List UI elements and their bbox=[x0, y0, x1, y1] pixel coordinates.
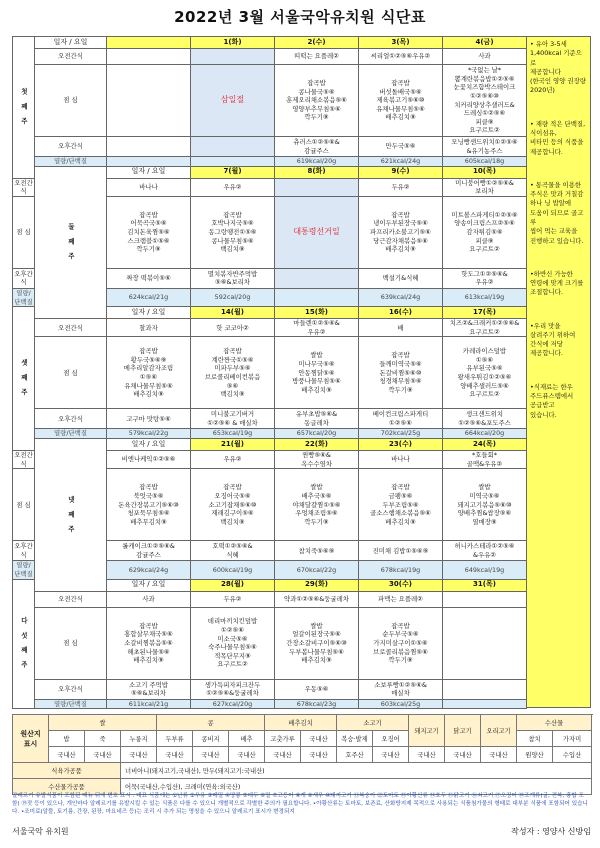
menu-row-kcal bbox=[13, 157, 527, 167]
origin-group-rice: 쌀 bbox=[49, 715, 157, 731]
origin-item: 죽 bbox=[85, 731, 121, 747]
menu-cell-kcal: 613kcal/19g bbox=[443, 288, 527, 306]
page-title: 2022년 3월 서울국악유치원 식단표 bbox=[174, 8, 426, 26]
menu-cell-afternoon: 소보루빵①②⑤⑥& 매실차 bbox=[359, 679, 443, 699]
menu-cell-afternoon: 모닝빵샌드위치①②⑤⑥ &유기농주스 bbox=[443, 137, 527, 157]
row-label-lunch: 점 심 bbox=[13, 196, 35, 268]
origin-group-bean: 콩 bbox=[157, 715, 265, 731]
menu-cell-kcal: 611kcal/21g bbox=[107, 699, 191, 709]
menu-cell-lunch bbox=[275, 196, 359, 268]
menu-row-morning bbox=[13, 319, 527, 337]
menu-cell-afternoon: 츄러스①②⑤⑥& 감귤주스 bbox=[275, 137, 359, 157]
menu-cell-morning: 두유② bbox=[359, 178, 443, 196]
menu-cell-lunch bbox=[191, 65, 275, 137]
menu-cell-afternoon: 만두국⑤⑥ bbox=[359, 137, 443, 157]
menu-cell-kcal: 629kcal/24g bbox=[107, 561, 191, 579]
menu-cell-afternoon: 생크샌드위치 ①②⑤⑥&포도주스 bbox=[443, 409, 527, 429]
menu-cell-kcal: 702kcal/25g bbox=[359, 429, 443, 439]
day-header: 8(화) bbox=[275, 166, 359, 178]
menu-cell-afternoon: 미니불고기버거 ①②⑤⑥ & 매실차 bbox=[191, 409, 275, 429]
origin-value: 국내산 bbox=[445, 747, 481, 763]
row-label-afternoon: 오후간식 bbox=[35, 409, 107, 429]
menu-cell-kcal: 670kcal/22g bbox=[275, 561, 359, 579]
day-header: 10(목) bbox=[443, 166, 527, 178]
menu-cell-afternoon bbox=[275, 268, 359, 288]
row-label-kcal: 열량/단백질 bbox=[35, 429, 107, 439]
menu-cell-morning: 바나나 bbox=[107, 178, 191, 196]
menu-cell-morning: 사과 bbox=[107, 591, 191, 607]
menu-cell-lunch: 잡곡밥 황두국⑤⑥⑨ 메추리알감자조림 ①⑤⑥ 유채나물무침⑤⑥ 배추김치⑨ bbox=[107, 337, 191, 409]
allergy-notes: 알레르기 유발식품이 포함된 메뉴 뒤에 번호 표시 : 대표 식품에는 ①난류 ②우유 ③메밀 ④땅콩 ⑤대두 ⑥밀 ⑦고등어 ⑧게 ⑨새우 ⑩돼지고기 ⑪복숭아 ⑫토마토 ⑬아황산류 ⑭호두 ⑮닭고기 ⑯쇠고기 ⑰오징어 ⑱조개류(굴, 전복, 홍합 포함) ⑲잣 등이 있으나, 개인마다 알레르기를 유발시킬 수 있는 식품은 다를 수 있으니 개별적으로 각별한 주의가 필요합니다. •아황산류는 토마토, 보존료, 산화방지제 목적으로 사용되는 식품첨가물의 형태로 대부분 식품에 포함되어 있습니다. •조미료(알뜰, 토기름, 간장, 된장, 마요네즈 등)는 조리 시 추가 되는 명칭을 수 있으니 알레르기 표시가 변경되지 bbox=[12, 793, 588, 816]
date-header-label: 일자 / 요일 bbox=[107, 439, 191, 451]
footer bbox=[12, 826, 591, 837]
menu-cell-kcal: 592cal/20g bbox=[191, 288, 275, 306]
menu-row-kcal bbox=[13, 429, 527, 439]
day-header: 23(수) bbox=[359, 439, 443, 451]
origin-value: 국내산 bbox=[373, 747, 409, 763]
date-header-label: 일자 / 요일 bbox=[107, 166, 191, 178]
row-label-morning: 오전간식 bbox=[14, 451, 33, 468]
origin-value: 국내산 bbox=[85, 747, 121, 763]
day-header: 21(월) bbox=[191, 439, 275, 451]
menu-cell-morning: 배 bbox=[359, 319, 443, 337]
origin-group-pork: 돼지고기 bbox=[409, 715, 445, 747]
menu-cell-morning bbox=[107, 49, 191, 65]
origin-value: 원양산 bbox=[517, 747, 553, 763]
menu-cell-lunch: 쌀밥 미나무국⑤⑥ 안동찜닭⑤⑥ 방풍나물무침⑤⑥ 배추김치⑨ bbox=[275, 337, 359, 409]
menu-cell-kcal: 619kcal/20g bbox=[275, 157, 359, 167]
side-note: •우리 맛을 살려주기 위하여 간식에 저당 제공합니다. bbox=[530, 321, 576, 358]
row-label-kcal: 열량/단백질 bbox=[35, 157, 107, 167]
day-header: 22(화) bbox=[275, 439, 359, 451]
menu-cell-morning: *호들회* 골맥&우유② bbox=[443, 451, 527, 469]
week-label: 다 섯 째 주 bbox=[13, 579, 35, 709]
side-notes bbox=[526, 36, 591, 708]
menu-cell-kcal: 605kcal/18g bbox=[443, 157, 527, 167]
date-header-label: 일자 / 요일 bbox=[107, 579, 191, 591]
menu-cell-afternoon: 참치죽⑤⑥⑨ bbox=[275, 541, 359, 561]
menu-cell-lunch: 데리마끼치킨덮밥 ①②⑤⑥ 미소국⑤⑥ 숙주나물무침⑤⑥ 적목단무지⑨ 요구르트② bbox=[191, 607, 275, 679]
menu-cell-lunch: 쌀밥 미역국⑤⑥ 돼지고기볶음⑤⑥⑩ 양배추찜&쌈장⑤⑥ 열매장⑨ bbox=[443, 469, 527, 541]
row-label-morning: 오전간식 bbox=[35, 319, 107, 337]
origin-value: 국내산 bbox=[265, 747, 301, 763]
origin-item: 밥 bbox=[49, 731, 85, 747]
origin-item: 복숭·발제 bbox=[337, 731, 373, 747]
day-header: 4(금) bbox=[443, 37, 527, 49]
menu-cell-kcal: 678kcal/23g bbox=[275, 699, 359, 709]
seafood-value: 어묵(국내산,수입산), 크래미(연육:외국산) bbox=[121, 779, 592, 795]
origin-group-seafood: 수산물 bbox=[517, 715, 592, 731]
row-label-afternoon: 오후간식 bbox=[35, 679, 107, 699]
menu-cell-morning: 치즈②&크래커①②⑤⑥& 요구르트② bbox=[443, 319, 527, 337]
menu-cell-kcal bbox=[191, 157, 275, 167]
origin-item: 두부류 bbox=[157, 731, 193, 747]
row-label-lunch: 점 심 bbox=[35, 65, 107, 137]
menu-cell-lunch: 잡곡밥 냉이두부된장국⑤⑥ 파프리카소불고기⑤⑥ 당근감자채볶음⑤⑥ 배추김치⑨ bbox=[359, 196, 443, 268]
row-label-lunch: 점 심 bbox=[35, 337, 107, 409]
day-header: 31(목) bbox=[443, 579, 527, 591]
menu-cell-kcal: 653kcal/19g bbox=[191, 429, 275, 439]
day-header: 16(수) bbox=[359, 307, 443, 319]
menu-cell-afternoon: 백설기&식혜 bbox=[359, 268, 443, 288]
row-label-kcal: 열량/단백질 bbox=[35, 699, 107, 709]
menu-cell-lunch: 잡곡밥 오징어국⑤⑥ 소고기잡채⑤⑥⑩ 재래김구이⑤⑥ 백김치⑨ bbox=[191, 469, 275, 541]
menu-cell-morning: 사과 bbox=[443, 49, 527, 65]
menu-row-lunch bbox=[13, 337, 527, 409]
row-label-afternoon: 오후간식 bbox=[14, 542, 33, 559]
menu-cell-afternoon: 우동⑤⑥ bbox=[275, 679, 359, 699]
menu-cell-lunch: 미트볼스파게티①②⑤⑥ 양송이크림스프②⑤⑥ 감자튀김⑤⑥ 피클⑨ 요구르트② bbox=[443, 196, 527, 268]
row-label-morning: 오전간식 bbox=[35, 591, 107, 607]
menu-cell-lunch: 잡곡밥 어묵곡국⑤⑥ 김치돈육찜⑤⑥ 스크램블①⑤⑥ 깍두기⑨ bbox=[107, 196, 191, 268]
origin-item: 가자미 bbox=[553, 731, 592, 747]
menu-table bbox=[12, 36, 527, 709]
menu-cell-morning bbox=[275, 178, 359, 196]
side-note: • 유아 3-5세 1,400kcal 기준으로 제공합니다 (한국인 영양 권장량 2020년) bbox=[530, 40, 586, 95]
row-label-kcal: 열량/단백질 bbox=[14, 288, 33, 306]
seafood-label: 수산물가공품 bbox=[13, 779, 121, 795]
menu-cell-afternoon bbox=[191, 137, 275, 157]
menu-cell-morning: 마들렌①②⑤⑥& 우유② bbox=[275, 319, 359, 337]
menu-cell-morning: 두유② bbox=[191, 591, 275, 607]
holiday-label: 대통령선거일 bbox=[293, 227, 340, 237]
day-header: 24(목) bbox=[443, 439, 527, 451]
menu-cell-lunch: 잡곡밥 금팽⑤⑥ 두부조림⑤⑥ 골소스햄채소볶음⑤⑥ 배추김치⑨ bbox=[359, 469, 443, 541]
day-header: 3(목) bbox=[359, 37, 443, 49]
menu-cell-afternoon: 핫도그①②⑤⑥& 우유② bbox=[443, 268, 527, 288]
row-label-afternoon: 오후간식 bbox=[35, 137, 107, 157]
row-label-kcal: 열량/단백질 bbox=[14, 561, 33, 579]
day-header: 28(월) bbox=[191, 579, 275, 591]
menu-cell-afternoon bbox=[107, 137, 191, 157]
menu-row-morning bbox=[13, 591, 527, 607]
row-label-morning: 오전간식 bbox=[35, 49, 107, 65]
menu-cell-lunch: 쌀밥 배추국⑤⑥ 야채달걀찜①⑤⑥ 우엉채조림⑤⑥ 깍두기⑨ bbox=[275, 469, 359, 541]
day-header: 9(수) bbox=[359, 166, 443, 178]
origin-value: 국내산 bbox=[301, 747, 337, 763]
menu-row-afternoon bbox=[13, 409, 527, 429]
date-header-label: 일자 / 요일 bbox=[35, 37, 107, 49]
menu-cell-kcal: 639kcal/24g bbox=[359, 288, 443, 306]
origin-item: 콩비지 bbox=[193, 731, 229, 747]
menu-cell-morning: 찐빵⑤⑥& 옥수수염차 bbox=[275, 451, 359, 469]
row-label-afternoon: 오후간식 bbox=[14, 269, 33, 287]
menu-cell-afternoon: 진미채 김밥①⑤⑥⑨ bbox=[359, 541, 443, 561]
origin-item: 국내산 bbox=[301, 731, 337, 747]
menu-cell-kcal bbox=[275, 288, 359, 306]
menu-cell-lunch: *국없는 날* 뽐계란볶음밥①②⑤⑥ 눈꽃치즈함박스테이크 ①②⑤⑥⑩ 치커리양상추샐러드& 드레싱①②⑤⑥ 피클⑨ 요구르트② bbox=[443, 65, 527, 137]
origin-value: 국내산 bbox=[229, 747, 265, 763]
menu-cell-afternoon: 호떡①②⑤⑥& 식혜 bbox=[191, 541, 275, 561]
menu-cell-kcal: 579kcal/22g bbox=[107, 429, 191, 439]
week-label: 둘 째 주 bbox=[35, 166, 107, 319]
week-header-row bbox=[13, 439, 527, 451]
menu-row-afternoon bbox=[13, 137, 527, 157]
day-header: 14(월) bbox=[191, 307, 275, 319]
menu-cell-lunch: 잡곡밥 홍합살무채국⑤⑥ 소갈비찜볶음⑤⑥ 해초된나물⑤⑥ 배추김치⑨ bbox=[107, 607, 191, 679]
origin-lead: 원산지 표시 bbox=[13, 715, 49, 763]
origin-item: 누룽지 bbox=[121, 731, 157, 747]
menu-cell-lunch: 카레라이스덮밥 ①⑤⑥ 유부된국⑤⑥ 왕새우튀김①②⑤⑥ 양배추샐러드⑤⑥ 요구르트② bbox=[443, 337, 527, 409]
menu-cell-kcal: 600kcal/19g bbox=[191, 561, 275, 579]
menu-cell-kcal bbox=[443, 699, 527, 709]
origin-value: 국내산 bbox=[121, 747, 157, 763]
menu-cell-morning: 우유② bbox=[191, 451, 275, 469]
side-note: •하반신 가능한 연령에 맞게 크기를 조절합니다. bbox=[530, 269, 584, 297]
menu-cell-lunch: 잡곡밥 들깨미역국⑤⑥ 돈갈비찜⑤⑥⑩ 청경채무침⑤⑥ 깍두기⑨ bbox=[359, 337, 443, 409]
day-header: 2(수) bbox=[275, 37, 359, 49]
menu-cell-lunch bbox=[107, 65, 191, 137]
origin-value: 국내산 bbox=[49, 747, 85, 763]
menu-cell-morning: 미니붕어빵①②⑤⑥& 보리차 bbox=[443, 178, 527, 196]
processed-label: 식육가공품 bbox=[13, 763, 121, 779]
menu-cell-afternoon: 롤캐이크①②⑤⑥& 감귤주스 bbox=[107, 541, 191, 561]
menu-cell-morning: 약과①②⑤⑥&둥굴레차 bbox=[275, 591, 359, 607]
menu-cell-afternoon: 유부초밥⑤⑥& 동글레차 bbox=[275, 409, 359, 429]
day-header: 1(화) bbox=[191, 37, 275, 49]
menu-cell-lunch: 잡곡밥 순두부국⑤⑥ 가지미살구이①⑤⑥ 브로콜리볶음찜⑤⑥ 깍두기⑨ bbox=[359, 607, 443, 679]
week-header-row bbox=[13, 37, 527, 49]
menu-cell-morning: 우유② bbox=[191, 178, 275, 196]
menu-cell-afternoon: 소고기 주먹밥 ⑤⑥&보리차 bbox=[107, 679, 191, 699]
origin-value: 수입산 bbox=[553, 747, 592, 763]
origin-item: 오징어 bbox=[373, 731, 409, 747]
day-header: 30(수) bbox=[359, 579, 443, 591]
processed-value: 너비아니(돼지고기,국내산), 만두(돼지고기:국내산) bbox=[121, 763, 592, 779]
date-header-label: 일자 / 요일 bbox=[107, 307, 191, 319]
day-header bbox=[107, 37, 191, 49]
menu-row-kcal bbox=[13, 699, 527, 709]
menu-cell-kcal: 664kcal/20g bbox=[443, 429, 527, 439]
menu-cell-morning: 띠떡는 요플레② bbox=[275, 49, 359, 65]
menu-cell-lunch: 잡곡밥 계란짠국①⑤⑥ 미파두부⑤⑥ 브로콜리베이컨볶음 ⑤⑥ 백김치⑨ bbox=[191, 337, 275, 409]
menu-cell-morning: 씨리얼①②⑤⑥우유② bbox=[359, 49, 443, 65]
side-note: • 재량 적은 단백질, 식이섬유, 비타민 등의 식품을 제공합니다. bbox=[530, 119, 586, 156]
menu-cell-lunch: 잡곡밥 버섯돌배국⑤⑥ 제육볶고기⑤⑥⑩ 유채나물무침⑤⑥ 배추김치⑨ bbox=[359, 65, 443, 137]
week-header-row bbox=[13, 166, 527, 178]
origin-group-beef: 소고기 bbox=[337, 715, 409, 731]
origin-group-chicken: 닭고기 bbox=[445, 715, 481, 747]
author: 작성자 : 영양사 신방임 bbox=[511, 827, 591, 836]
menu-cell-morning bbox=[443, 591, 527, 607]
menu-cell-afternoon bbox=[443, 679, 527, 699]
menu-cell-afternoon: 고구마 맛탕⑤⑥ bbox=[107, 409, 191, 429]
menu-cell-kcal: 621kcal/24g bbox=[359, 157, 443, 167]
origin-value: 국내산 bbox=[157, 747, 193, 763]
side-note: • 통곡물을 이용한 주식은 맛과 거칠감 하나 닝 밥알에 도움이 되므로 골고루 씹어 먹는 교육을 진행하고 있습니다. bbox=[530, 180, 584, 245]
menu-cell-afternoon: 생가득피자피크잔두 ①②⑤⑥&둥굴레차 bbox=[191, 679, 275, 699]
day-header: 29(화) bbox=[275, 579, 359, 591]
day-header: 17(목) bbox=[443, 307, 527, 319]
menu-cell-morning: 찰과자 bbox=[107, 319, 191, 337]
origin-group-kimchi: 배추김치 bbox=[265, 715, 337, 731]
menu-cell-morning: 비엔나케익①②⑤⑥ bbox=[107, 451, 191, 469]
origin-value: 호주산 bbox=[337, 747, 373, 763]
menu-cell-lunch: 잡곡밥 북엇국⑤⑥ 돈육간장볶고기⑤⑥⑩ 청포묵무침⑤⑥ 배추무김치⑨ bbox=[107, 469, 191, 541]
week-label: 첫 째 주 bbox=[13, 37, 35, 179]
week-label: 넷 째 주 bbox=[35, 439, 107, 592]
row-label-morning: 오전간식 bbox=[14, 178, 33, 196]
row-label-lunch: 점 심 bbox=[35, 607, 107, 679]
origin-value: 국내산 bbox=[193, 747, 229, 763]
menu-row-lunch bbox=[13, 65, 527, 137]
menu-cell-kcal: 627kcal/20g bbox=[191, 699, 275, 709]
row-label-lunch: 점 심 bbox=[13, 469, 35, 541]
origin-item: 배추 bbox=[229, 731, 265, 747]
holiday-label: 삼일절 bbox=[220, 95, 245, 105]
day-header: 15(화) bbox=[275, 307, 359, 319]
menu-row-morning bbox=[13, 49, 527, 65]
kindergarten-name: 서울국악 유치원 bbox=[12, 827, 69, 836]
menu-cell-kcal: 649kcal/19g bbox=[443, 561, 527, 579]
menu-cell-morning: 바나나 bbox=[359, 451, 443, 469]
menu-cell-kcal: 657kcal/20g bbox=[275, 429, 359, 439]
day-header: 7(월) bbox=[191, 166, 275, 178]
origin-item: 고춧가루 bbox=[265, 731, 301, 747]
origin-group-duck: 오리고기 bbox=[481, 715, 517, 747]
side-note: •식재료는 한우 주드퓨스템에서 공급받고 있습니다. bbox=[530, 382, 574, 419]
menu-cell-kcal: 678kcal/19g bbox=[359, 561, 443, 579]
origin-item: 참치 bbox=[517, 731, 553, 747]
origin-table bbox=[12, 714, 592, 795]
menu-cell-lunch: 잡곡밥 콩나물국⑤⑥ 훈제오리채소볶음⑤⑥ 영양부추무침⑤⑥ 깍두기⑨ bbox=[275, 65, 359, 137]
menu-cell-afternoon: 짜장 떡볶이⑤⑥ bbox=[107, 268, 191, 288]
menu-row-lunch bbox=[13, 607, 527, 679]
menu-cell-kcal: 624kcal/21g bbox=[107, 288, 191, 306]
menu-cell-morning bbox=[191, 49, 275, 65]
menu-cell-kcal bbox=[107, 157, 191, 167]
menu-cell-lunch: 잡곡밥 호박나지국⑤⑥ 동그랑땡전①⑤⑥ 콩나물무침⑤⑥ 백김치⑨ bbox=[191, 196, 275, 268]
menu-cell-lunch bbox=[443, 607, 527, 679]
menu-cell-morning: 핫 코코아② bbox=[191, 319, 275, 337]
menu-cell-morning: 파맥는 요플레② bbox=[359, 591, 443, 607]
menu-cell-lunch: 쌀밥 얼갈이된장국⑤⑥ 간장소갈비구이⑤⑥⑩ 두부봄나물무침⑤⑥ 배추김치⑨ bbox=[275, 607, 359, 679]
menu-cell-kcal: 603kcal/25g bbox=[359, 699, 443, 709]
menu-cell-afternoon: 베이컨크림스파게티 ①②⑤⑥ bbox=[359, 409, 443, 429]
week-label: 셋 째 주 bbox=[13, 307, 35, 451]
origin-value: 국내산 bbox=[409, 747, 445, 763]
menu-cell-afternoon: 멸치볶자반주먹밥 ⑤⑥&보리차 bbox=[191, 268, 275, 288]
origin-value: 국내산 bbox=[481, 747, 517, 763]
menu-cell-afternoon: 허니카스테라①②⑤⑥ &우유② bbox=[443, 541, 527, 561]
menu-row-afternoon bbox=[13, 679, 527, 699]
